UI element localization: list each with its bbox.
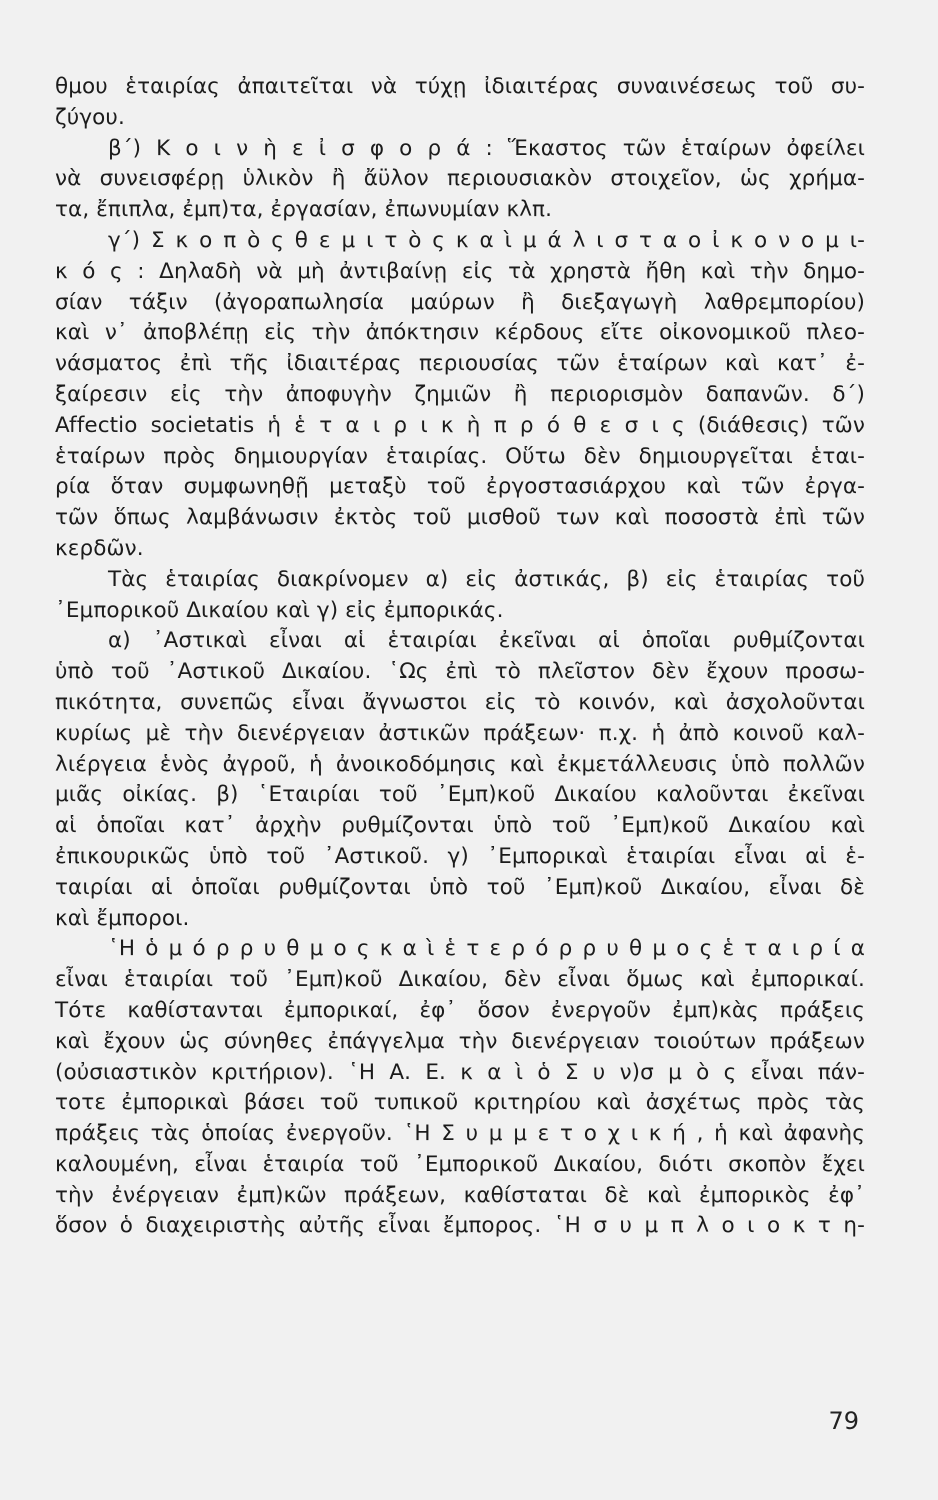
- text-line: πικότητα, συνεπῶς εἶναι ἄγνωστοι εἰς τὸ κοινόν, καὶ ἀσχολοῦνται: [55, 689, 865, 715]
- text-line: τοτε ἐμπορικαὶ βάσει τοῦ τυπικοῦ κριτηρίου καὶ ἀσχέτως πρὸς τὰς: [55, 1090, 865, 1116]
- text-line: καλουμένη, εἶναι ἑταιρία τοῦ ᾿Εμπορικοῦ Δικαίου, διότι σκοπὸν ἔχει: [55, 1151, 865, 1177]
- text-line: α) ᾿Αστικαὶ εἶναι αἱ ἑταιρίαι ἐκεῖναι αἱ ὁποῖαι ρυθμίζονται: [108, 628, 865, 654]
- text-line: τῶν ὅπως λαμβάνωσιν ἐκτὸς τοῦ μισθοῦ των καὶ ποσοστὰ ἐπὶ τῶν: [55, 505, 865, 531]
- text-line: λιέργεια ἑνὸς ἀγροῦ, ἡ ἀνοικοδόμησις καὶ ἐκμετάλλευσις ὑπὸ πολλῶν: [55, 751, 865, 777]
- text-line: Affectio societatis ἡ ἑ τ α ι ρ ι κ ὴ π ρ ό θ ε σ ι ς (διάθεσις) τῶν: [55, 412, 865, 438]
- text-line: ῾Η ὁ μ ό ρ ρ υ θ μ ο ς κ α ὶ ἑ τ ε ρ ό ρ ρ υ θ μ ο ς ἑ τ α ι ρ ί α: [108, 936, 865, 962]
- text-line: κυρίως μὲ τὴν διενέργειαν ἀστικῶν πράξεων· π.χ. ἡ ἀπὸ κοινοῦ καλ-: [55, 720, 865, 746]
- text-line: ἑταίρων πρὸς δημιουργίαν ἑταιρίας. Οὕτω δὲν δημιουργεῖται ἑται-: [55, 443, 865, 469]
- text-line: ἐπικουρικῶς ὑπὸ τοῦ ᾿Αστικοῦ. γ) ᾿Εμπορικαὶ ἑταιρίαι εἶναι αἱ ἑ-: [55, 843, 865, 869]
- page-number: 79: [828, 1407, 859, 1435]
- text-line: σίαν τάξιν (ἀγοραπωλησία μαύρων ἢ διεξαγωγὴ λαθρεμπορίου): [55, 289, 865, 315]
- text-line: ξαίρεσιν εἰς τὴν ἀποφυγὴν ζημιῶν ἢ περιορισμὸν δαπανῶν. δ΄): [55, 381, 865, 407]
- text-line: ρία ὅταν συμφωνηθῇ μεταξὺ τοῦ ἐργοστασιάρχου καὶ τῶν ἐργα-: [55, 474, 865, 500]
- text-line: Τὰς ἑταιρίας διακρίνομεν α) εἰς ἀστικάς, β) εἰς ἑταιρίας τοῦ: [108, 566, 865, 592]
- text-line: νὰ συνεισφέρῃ ὑλικὸν ἢ ἄϋλον περιουσιακὸν στοιχεῖον, ὡς χρήμα-: [55, 166, 865, 192]
- text-line: ὅσον ὁ διαχειριστὴς αὐτῆς εἶναι ἔμπορος. ῾Η σ υ μ π λ ο ι ο κ τ η-: [55, 1213, 865, 1239]
- text-line: πράξεις τὰς ὁποίας ἐνεργοῦν. ῾Η Σ υ μ μ ε τ ο χ ι κ ή , ἡ καὶ ἀφανὴς: [55, 1121, 865, 1147]
- text-line: μιᾶς οἰκίας. β) ῾Εταιρίαι τοῦ ᾿Εμπ)κοῦ Δικαίου καλοῦνται ἐκεῖναι: [55, 782, 865, 808]
- text-line: καὶ ἔχουν ὡς σύνηθες ἐπάγγελμα τὴν διενέργειαν τοιούτων πράξεων: [55, 1028, 865, 1054]
- text-line: γ΄) Σ κ ο π ὸ ς θ ε μ ι τ ὸ ς κ α ὶ μ ά λ ι σ τ α ο ἰ κ ο ν ο μ ι-: [108, 227, 865, 253]
- text-line: κ ό ς : Δηλαδὴ νὰ μὴ ἀντιβαίνῃ εἰς τὰ χρηστὰ ἤθη καὶ τὴν δημο-: [55, 258, 865, 284]
- text-line: Τότε καθίστανται ἐμπορικαί, ἐφ᾿ ὅσον ἐνεργοῦν ἐμπ)κὰς πράξεις: [55, 997, 865, 1023]
- text-line: καὶ ν᾿ ἀποβλέπῃ εἰς τὴν ἀπόκτησιν κέρδους εἴτε οἰκονομικοῦ πλεο-: [55, 320, 865, 346]
- text-line: (οὐσιαστικὸν κριτήριον). ῾Η Α. Ε. κ α ὶ ὁ Σ υ ν)σ μ ὸ ς εἶναι πάν-: [55, 1059, 865, 1085]
- text-line: τὴν ἐνέργειαν ἐμπ)κῶν πράξεων, καθίσταται δὲ καὶ ἐμπορικὸς ἐφ᾿: [55, 1182, 865, 1208]
- text-line: ὑπὸ τοῦ ᾿Αστικοῦ Δικαίου. ῾Ως ἐπὶ τὸ πλεῖστον δὲν ἔχουν προσω-: [55, 659, 865, 685]
- text-line: ταιρίαι αἱ ὁποῖαι ρυθμίζονται ὑπὸ τοῦ ᾿Εμπ)κοῦ Δικαίου, εἶναι δὲ: [55, 874, 865, 900]
- text-line: κερδῶν.: [55, 535, 144, 561]
- text-line: τα, ἔπιπλα, ἐμπ)τα, ἐργασίαν, ἐπωνυμίαν κλπ.: [55, 197, 553, 223]
- text-line: ᾿Εμπορικοῦ Δικαίου καὶ γ) εἰς ἐμπορικάς.: [55, 597, 504, 623]
- text-line: νάσματος ἐπὶ τῆς ἰδιαιτέρας περιουσίας τῶν ἑταίρων καὶ κατ᾿ ἐ-: [55, 351, 865, 377]
- body-text: [55, 72, 865, 1242]
- text-line: θμου ἑταιρίας ἀπαιτεῖται νὰ τύχῃ ἰδιαιτέρας συναινέσεως τοῦ συ-: [55, 74, 865, 99]
- text-line: αἱ ὁποῖαι κατ᾿ ἀρχὴν ρυθμίζονται ὑπὸ τοῦ ᾿Εμπ)κοῦ Δικαίου καὶ: [55, 813, 865, 839]
- text-line: καὶ ἔμποροι.: [55, 905, 190, 931]
- text-line: εἶναι ἑταιρίαι τοῦ ᾿Εμπ)κοῦ Δικαίου, δὲν εἶναι ὅμως καὶ ἐμπορικαί.: [55, 967, 865, 993]
- text-line: β΄) Κ ο ι ν ὴ ε ἰ σ φ ο ρ ά : Ἕκαστος τῶν ἑταίρων ὀφείλει: [108, 135, 865, 161]
- text-line: ζύγου.: [55, 104, 125, 130]
